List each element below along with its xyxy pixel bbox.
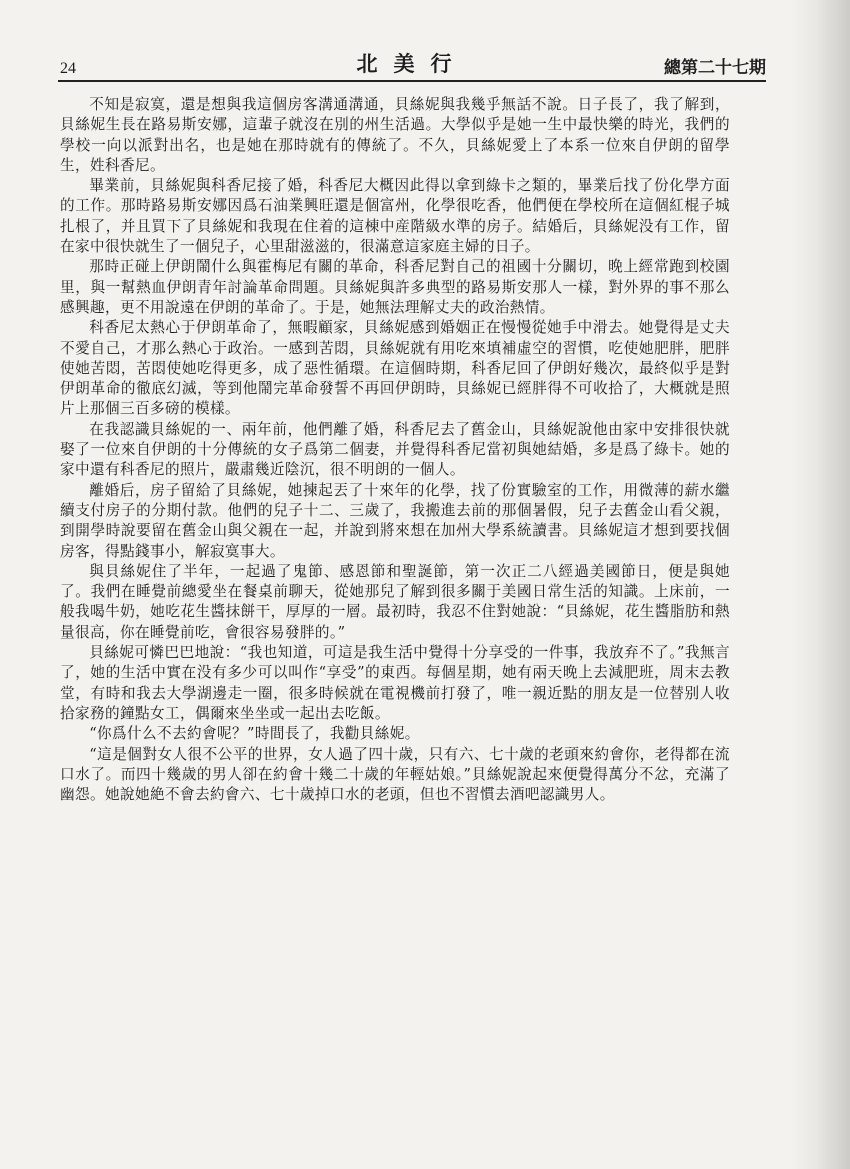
paragraph: 貝絲妮可憐巴巴地說：“我也知道，可這是我生活中覺得十分享受的一件事，我放弃不了。”我無言了，她的生活中實在没有多少可以叫作“享受”的東西。每個星期，她有兩天晚上去減肥班，周末去教堂，有時和我去大學湖邊走一圈，很多時候就在電視機前打發了，唯一親近點的朋友是一位替别人收拾家務的鐘點女工，偶爾來坐坐或一起出去吃飯。 bbox=[60, 644, 730, 722]
paragraph: “你爲什么不去約會呢？”時間長了，我勸貝絲妮。 bbox=[89, 725, 420, 743]
page-number: 24 bbox=[60, 60, 76, 77]
scan-shadow bbox=[790, 0, 850, 1169]
page bbox=[58, 48, 766, 804]
paragraph: 不知是寂寞，還是想與我這個房客溝通溝通，貝絲妮與我幾乎無話不說。日子長了，我了解到，貝絲妮生長在路易斯安娜，這輩子就沒在別的州生活過。大學似乎是她一生中最快樂的時光，我們的學校一向以派對出名，也是她在那時就有的傳統了。不久，貝絲妮愛上了本系一位來自伊朗的留學生，姓科香尼。 bbox=[60, 96, 730, 174]
paragraph: 在我認識貝絲妮的一、兩年前，他們離了婚，科香尼去了舊金山，貝絲妮說他由家中安排很快就娶了一位來自伊朗的十分傳統的女子爲第二個妻，并覺得科香尼當初與她結婚，多是爲了綠卡。她的家中還有科香尼的照片，嚴肅幾近陰沉，很不明朗的一個人。 bbox=[60, 420, 730, 479]
journal-title: 北美行 bbox=[356, 51, 468, 76]
article-body bbox=[60, 95, 730, 805]
paragraph: 離婚后，房子留給了貝絲妮，她揀起丟了十來年的化學，找了份實驗室的工作，用微薄的薪水繼續支付房子的分期付款。他們的兒子十二、三歲了，我搬進去前的那個暑假，兒子去舊金山看父親，到開學時說要留在舊金山與父親在一起，并說到將來想在加州大學系統讀書。貝絲妮這才想到要找個房客，得點錢事小，解寂寞事大。 bbox=[60, 481, 730, 560]
issue-label: 總第二十七期 bbox=[664, 58, 766, 78]
paragraph: 與貝絲妮住了半年，一起過了鬼節、感恩節和聖誕節，第一次正二八經過美國節日，便是與她了。我們在睡覺前總愛坐在餐桌前聊天，從她那兒了解到很多關于美國日常生活的知識。上床前，一般我喝牛奶，她吃花生醬抹餅干，厚厚的一層。最初時，我忍不住對她說：“貝絲妮，花生醬脂肪和熱量很高，你在睡覺前吃，會很容易發胖的。” bbox=[60, 562, 730, 641]
paragraph: 那時正碰上伊朗鬧什么與霍梅尼有關的革命，科香尼對自己的祖國十分關切，晚上經常跑到校園里，與一幫熱血伊朗青年討論革命問題。貝絲妮與許多典型的路易斯安那人一樣，對外界的事不那么感興趣，更不用說遠在伊朗的革命了。于是，她無法理解丈夫的政治熱情。 bbox=[60, 258, 730, 316]
paragraph: “這是個對女人很不公平的世界，女人過了四十歲，只有六、七十歲的老頭來約會你，老得都在流口水了。而四十幾歲的男人卻在約會十幾二十歲的年輕姑娘。”貝絲妮說起來便覺得萬分不忿，充滿了幽怨。她說她絶不會去約會六、七十歲掉口水的老頭，但也不習慣去酒吧認識男人。 bbox=[60, 745, 730, 804]
page-header bbox=[58, 48, 766, 82]
paragraph: 畢業前，貝絲妮與科香尼接了婚，科香尼大概因此得以拿到綠卡之類的，畢業后找了份化學方面的工作。那時路易斯安娜因爲石油業興旺還是個富州，化學很吃香，他們便在學校所在這個紅棍子城扎根了，并且買下了貝絲妮和我現在住着的這棟中産階級水準的房子。結婚后，貝絲妮没有工作，留在家中很快就生了一個兒子，心里甜滋滋的，很滿意這家庭主婦的日子。 bbox=[60, 177, 730, 256]
paragraph: 科香尼太熱心于伊朗革命了，無暇顧家，貝絲妮感到婚姻正在慢慢從她手中滑去。她覺得是丈夫不愛自己，才那么熱心于政治。一感到苦悶，貝絲妮就有用吃來填補虛空的習慣，吃使她肥胖，肥胖使她苦悶，苦悶使她吃得更多，成了惡性循環。在這個時期，科香尼回了伊朗好幾次，最終似乎是對伊朗革命的徹底幻滅，等到他鬧完革命發誓不再回伊朗時，貝絲妮已經胖得不可收拾了，大概就是照片上那個三百多磅的模樣。 bbox=[60, 319, 730, 418]
